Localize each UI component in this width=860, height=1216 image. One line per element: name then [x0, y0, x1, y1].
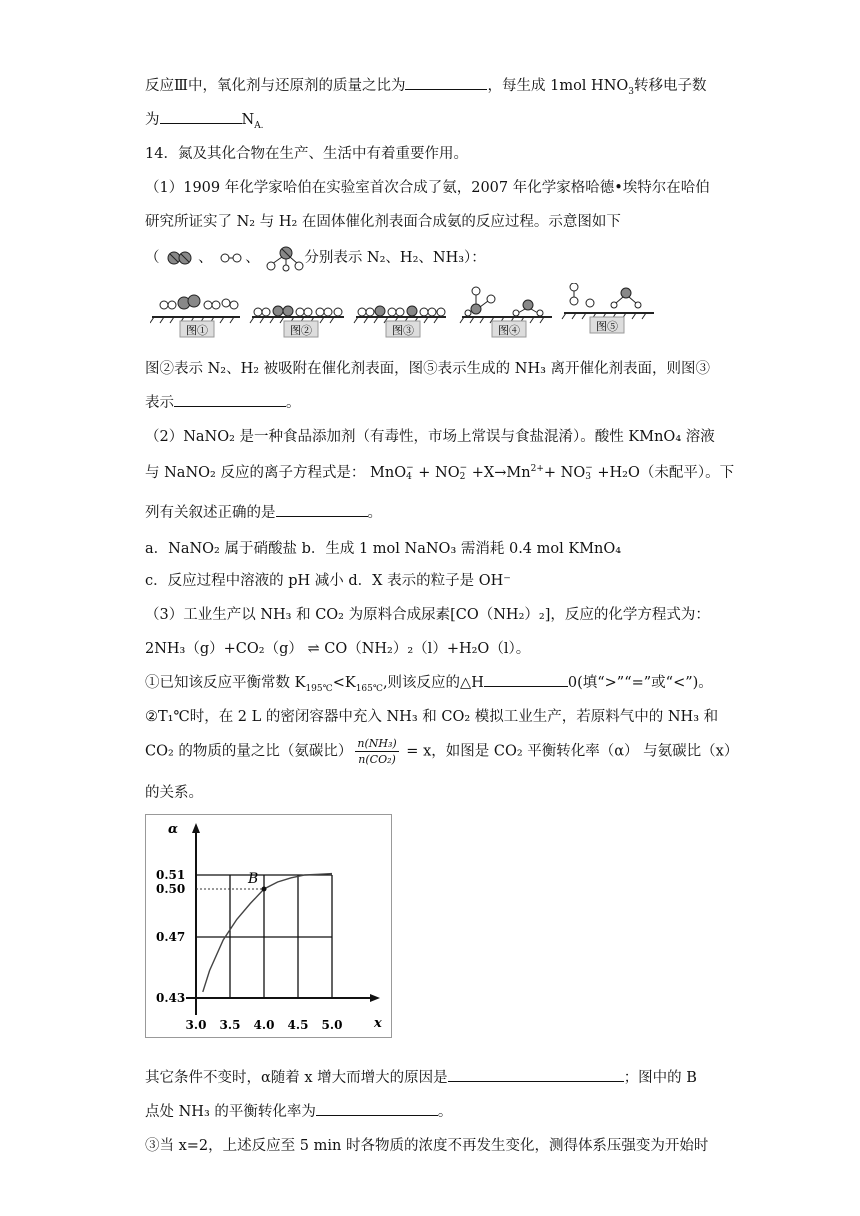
text: 。 [286, 395, 301, 411]
chart-svg [146, 815, 391, 1037]
figure-label: 图④ [498, 325, 520, 337]
equilibrium-equation: 2NH₃（g）+CO₂（g） ⇌ CO（NH₂）₂（l）+H₂O（l）。 [145, 641, 531, 657]
formula: + NO [413, 465, 460, 481]
figure-label: 图① [186, 325, 208, 337]
y-tick-label: 0.47 [156, 930, 186, 944]
y-axis-arrow [192, 823, 200, 833]
h2-molecule-icon [217, 250, 245, 266]
paragraph-6: ②T₁℃时，在 2 L 的密闭容器中充入 NH₃ 和 CO₂ 模拟工业生产，若原料气中的 NH₃ 和 [145, 709, 719, 725]
text: 反应Ⅲ中，氧化剂与还原剂的质量之比为 [145, 78, 406, 94]
x-axis-arrow [370, 994, 380, 1002]
charge: 2+ [530, 464, 544, 475]
text: 。 [437, 1104, 453, 1120]
subscript: 3 [628, 86, 634, 97]
paragraph-2a: 图②表示 N₂、H₂ 被吸附在催化剂表面，图⑤表示生成的 NH₃ 离开催化剂表面，则图③ [145, 361, 711, 377]
paragraph-1b: 研究所证实了 N₂ 与 H₂ 在固体催化剂表面合成氨的反应过程。示意图如下 [145, 214, 621, 230]
answer-blank[interactable] [484, 672, 568, 687]
y-tick-label: 0.43 [156, 991, 186, 1005]
separator: 、 [198, 250, 213, 266]
formula: MnO [370, 465, 407, 481]
paragraph-1a: （1）1909 年化学家哈伯在实验室首次合成了氨，2007 年化学家格哈德•埃特尔在哈伯 [145, 180, 710, 196]
x-axis-label: x [374, 1016, 382, 1031]
option-a-b: a．NaNO₂ 属于硝酸盐 b．生成 1 mol NaNO₃ 需消耗 0.4 mol KMnO₄ [145, 541, 622, 557]
paragraph-3a: （2）NaNO₂ 是一种食品添加剂（有毒性，市场上常误与食盐混淆）。酸性 KMnO₄ 溶液 [145, 429, 715, 445]
text: 点处 NH₃ 的平衡转化率为 [145, 1104, 316, 1120]
answer-blank[interactable] [448, 1067, 624, 1082]
paragraph-10 [145, 1100, 452, 1121]
text: 与 NaNO₂ 反应的离子方程式是： [145, 465, 366, 481]
text: 转移电子数 [634, 78, 707, 94]
paragraph-4a: （3）工业生产以 NH₃ 和 CO₂ 为原料合成尿素[CO（NH₂）₂]，反应的化学方程式为： [145, 607, 710, 623]
nh3-molecule-icon [264, 244, 304, 272]
charge: − [406, 463, 414, 473]
answer-blank[interactable] [174, 392, 286, 407]
text: CO₂ 的物质的量之比（氨碳比） [145, 743, 353, 760]
reaction-process-figure [150, 283, 710, 343]
figure-label: 图③ [392, 325, 414, 337]
x-tick-label: 5.0 [321, 1018, 343, 1032]
figure-label: 图⑤ [596, 321, 618, 333]
point-label: B [248, 871, 259, 887]
ammonia-carbon-ratio-fraction [355, 736, 398, 767]
paragraph-11: ③当 x=2，上述反应至 5 min 时各物质的浓度不再发生变化，测得体系压强变为开始时 [145, 1138, 709, 1154]
answer-blank[interactable] [405, 75, 487, 90]
formula: + NO [543, 465, 586, 481]
y-tick-label: 0.50 [156, 882, 186, 896]
ionic-equation-line [145, 461, 734, 482]
text: （ [145, 250, 160, 266]
option-c-d: c．反应过程中溶液的 pH 减小 d．X 表示的粒子是 OH⁻ [145, 573, 511, 589]
n2-molecule-icon [164, 250, 198, 266]
x-tick-label: 3.5 [219, 1018, 241, 1032]
answer-blank[interactable] [276, 502, 368, 517]
subscript: A. [254, 120, 264, 131]
text: 0(填“>”“=”或“<”)。 [567, 675, 713, 691]
text: N [241, 112, 255, 128]
question-14-title: 14．氮及其化合物在生产、生活中有着重要作用。 [145, 146, 468, 162]
series-line [203, 874, 332, 992]
separator: 、 [245, 250, 260, 266]
subscript: 2 [459, 472, 466, 482]
x-tick-label: 3.0 [185, 1018, 207, 1032]
paragraph-8: 的关系。 [145, 785, 203, 801]
question-line-1 [145, 74, 707, 97]
paragraph-3c [145, 501, 382, 522]
subscript: 4 [406, 472, 412, 482]
charge: − [585, 463, 593, 473]
text: 其它条件不变时，α随着 x 增大而增大的原因是 [145, 1070, 448, 1086]
answer-blank[interactable] [160, 109, 242, 124]
question-line-2 [145, 108, 264, 131]
formula: +X→Mn [467, 465, 531, 481]
text: ,则该反应的△H [382, 675, 484, 691]
x-tick-label: 4.5 [287, 1018, 309, 1032]
text: = x，如图是 CO₂ 平衡转化率（α） 与氨碳比（x） [401, 743, 739, 760]
y-axis-label: α [168, 822, 179, 837]
subscript: 195℃ [305, 683, 333, 694]
charge: − [459, 463, 468, 473]
text: ；图中的 B [623, 1070, 697, 1086]
text: +H₂O（未配平）。下 [592, 465, 735, 481]
paragraph-9 [145, 1066, 697, 1087]
text: ①已知该反应平衡常数 K [145, 675, 306, 691]
paragraph-5 [145, 671, 713, 694]
text: 列有关叙述正确的是 [145, 505, 276, 521]
text: ，每生成 1mol HNO [487, 78, 629, 94]
subscript: 3 [585, 472, 591, 482]
y-tick-label: 0.51 [156, 868, 186, 882]
conversion-chart [145, 814, 392, 1038]
fraction-denominator: n(CO₂) [358, 753, 396, 766]
text: 分别表示 N₂、H₂、NH₃）： [304, 250, 486, 266]
x-tick-label: 4.0 [253, 1018, 275, 1032]
text: <K [332, 675, 356, 691]
answer-blank[interactable] [316, 1101, 438, 1116]
paragraph-2b [145, 391, 301, 412]
text: 为 [145, 112, 160, 128]
subscript: 165℃ [355, 683, 383, 694]
figure-label: 图② [290, 325, 312, 337]
text: 表示 [145, 395, 174, 411]
text: 。 [367, 505, 382, 521]
fraction-numerator: n(NH₃) [357, 737, 397, 750]
data-point-b [262, 887, 267, 892]
legend-line [145, 244, 486, 272]
paragraph-7 [145, 736, 738, 767]
